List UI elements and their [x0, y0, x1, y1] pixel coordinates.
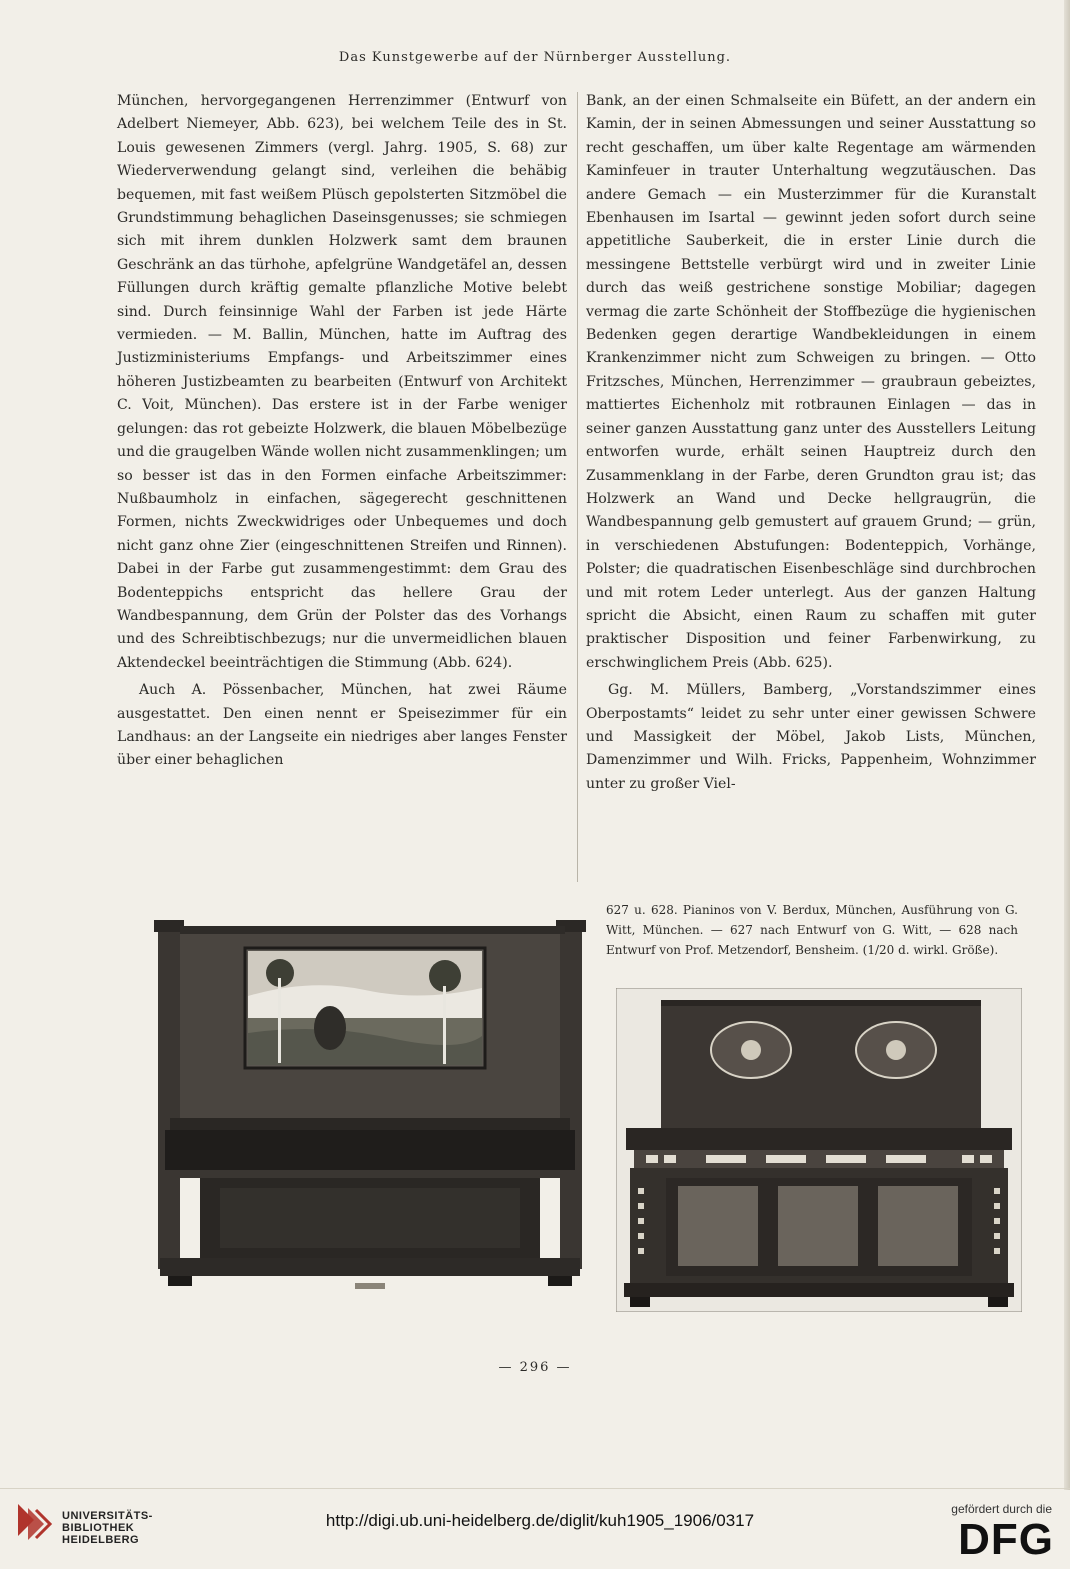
- page-number: — 296 —: [498, 1360, 572, 1375]
- column-rule: [577, 92, 578, 882]
- heidelberg-library-logo-icon: [14, 1500, 54, 1544]
- left-paragraph-2: Auch A. Pössenbacher, München, hat zwei Räume ausgestattet. Den einen nennt er Speisezimmer für ein Landhaus: an der Langseite ein niedriges aber langes Fenster über einer behaglichen: [117, 682, 567, 769]
- right-paragraph-1: Bank, an der einen Schmalseite ein Büfett, an der andern ein Kamin, der in seinen Abmessungen und seiner Ausstattung so recht geschaffen, um über kalte Regentage am wärmenden Kaminfeuer in trauter Unterhaltung wegzutäuschen. Das andere Gemach — ein Musterzimmer für die Kuranstalt Ebenhausen im Isartal — gewinnt jeden sofort durch seine appetitliche Sauberkeit, die in erster Linie durch die messingene Bettstelle verbürgt wird und in zweiter Linie durch das weiß gestrichene sonstige Mobiliar; dagegen vermag die zarte Schönheit der Stoffbezüge die hygienischen Bedenken gegen derartige Wandbekleidungen in einem Krankenzimmer nicht zum Schweigen zu bringen. — Otto Fritzsches, München, Herrenzimmer — graubraun gebeiztes, mattiertes Eichenholz mit rotbraunen Einlagen — das in seiner ganzen Ausstattung ganz unter des Ausstellers Leitung entworfen wurde, erhält seinen Hauptreiz durch den Zusammenklang in der Farbe, deren Grundton grau ist; das Holzwerk an Wand und Decke hellgraugrün, die Wandbespannung gelb gemustert auf grauem Grund; — grün, in verschiedenen Abstufungen: Bodenteppich, Vorhänge, Polster; die quadratischen Eisenbeschläge sind durchbrochen und mit rotem Leder unterlegt. Aus der ganzen Haltung spricht die Absicht, einen Raum zu schaffen mit guter praktischer Disposition und feiner Farbenwirkung, zu erschwinglichem Preis (Abb. 625).: [586, 93, 1036, 671]
- right-paragraph-2: Gg. M. Müllers, Bamberg, „Vorstandszimmer eines Oberpostamts“ leidet zu sehr unter einer gewissen Schwere und Massigkeit der Möbel, Jakob Lists, München, Damenzimmer und Wilh. Fricks, Pappenheim, Wohnzimmer unter zu großer Viel-: [586, 682, 1036, 792]
- piano-photo-627: [150, 918, 590, 1308]
- footer-divider: [0, 1488, 1070, 1489]
- funded-by-label: gefördert durch die: [951, 1502, 1052, 1516]
- source-url[interactable]: http://digi.ub.uni-heidelberg.de/diglit/kuh1905_1906/0317: [325, 1511, 755, 1530]
- library-name: UNIVERSITÄTS- BIBLIOTHEK HEIDELBERG: [62, 1510, 153, 1546]
- dfg-logo: DFG: [958, 1515, 1054, 1564]
- page-edge: [1064, 0, 1070, 1490]
- piano-photo-628: [616, 988, 1022, 1312]
- figure-caption: 627 u. 628. Pianinos von V. Berdux, München, Ausführung von G. Witt, München. — 627 nach Entwurf von G. Witt, — 628 nach Entwurf von Prof. Metzendorf, Bensheim. (1/20 d. wirkl. Größe).: [606, 903, 1018, 957]
- left-column: [117, 90, 567, 773]
- running-title: Das Kunstgewerbe auf der Nürnberger Ausstellung.: [338, 50, 732, 65]
- right-column: [586, 90, 1036, 796]
- left-paragraph-1: München, hervorgegangenen Herrenzimmer (Entwurf von Adelbert Niemeyer, Abb. 623), bei welchem Teile des in St. Louis gewesenen Zimmers (vergl. Jahrg. 1905, S. 68) zur Wiederverwendung gelangt sind, verleihen die behäbig bequemen, mit fast weißem Plüsch gepolsterten Sitzmöbel die Grundstimmung behaglichen Daseinsgenusses; sie schmiegen sich mit ihrem dunklen Holzwerk samt dem braunen Geschränk an das türhohe, apfelgrüne Wandgetäfel an, dessen Füllungen durch kräftig gemalte pflanzliche Motive belebt sind. Durch feinsinnige Wahl der Farben ist jede Härte vermieden. — M. Ballin, München, hatte im Auftrag des Justizministeriums Empfangs- und Arbeitszimmer eines höheren Justizbeamten zu bearbeiten (Entwurf von Architekt C. Voit, München). Das erstere ist in der Farbe weniger gelungen: das rot gebeizte Holzwerk, die blauen Möbelbezüge und die graugelben Wände wollen nicht zusammenklingen; um so besser ist das in den Formen einfache Arbeitszimmer: Nußbaumholz in einfachen, sägegerecht geschnittenen Formen, nichts Zweckwidriges oder Unbequemes und doch nicht ganz ohne Zier (eingeschnittenen Streifen und Rinnen). Dabei in der Farbe gut zusammengestimmt: dem Grau des Bodenteppichs entspricht das hellere Grau der Wandbespannung, dem Grün der Polster das des Vorhangs und des Schreibtischbezugs; nur die unvermeidlichen blauen Aktendeckel beeinträchtigen die Stimmung (Abb. 624).: [117, 93, 567, 671]
